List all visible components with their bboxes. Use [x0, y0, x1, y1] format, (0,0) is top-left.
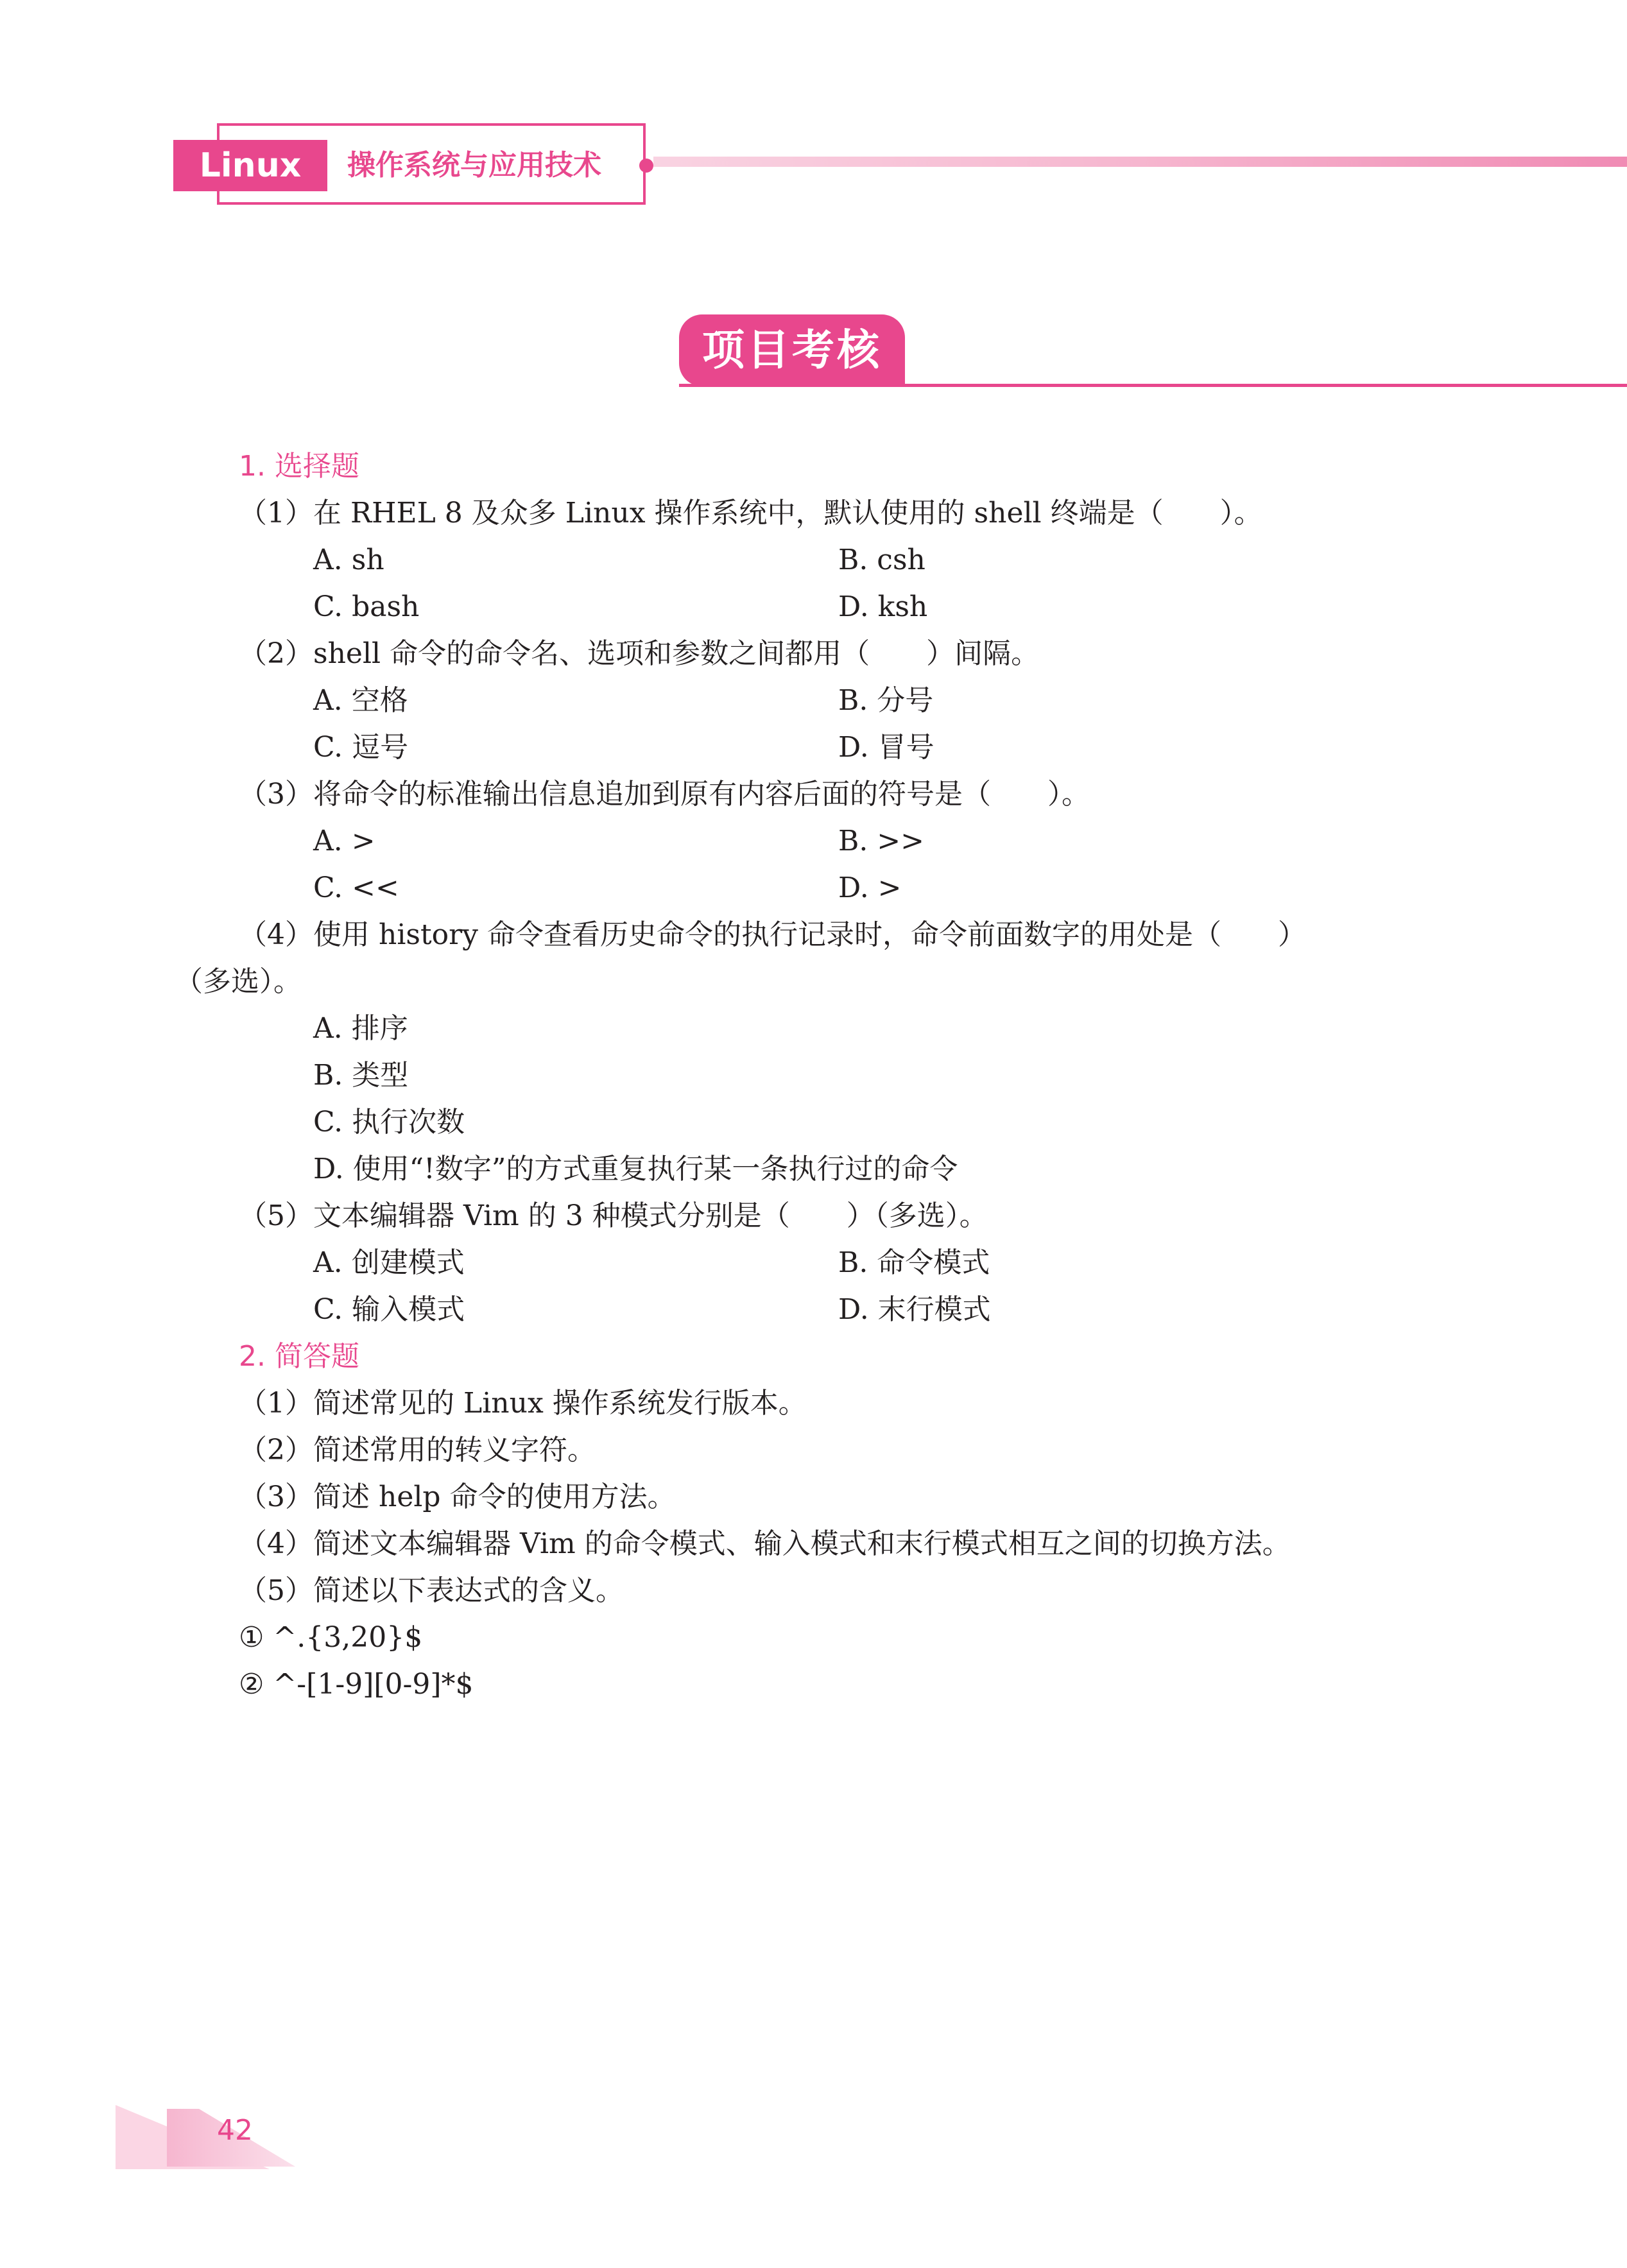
q3-option-c: C. << [313, 872, 399, 904]
q5-option-a: A. 创建模式 [313, 1246, 465, 1279]
part2-heading: 2. 简答题 [239, 1340, 359, 1373]
expression-2: ② ^-[1-9][0-9]*$ [239, 1668, 474, 1701]
q3-option-a: A. > [313, 825, 375, 857]
short-answer-item: （2）简述常用的转义字符。 [239, 1434, 596, 1466]
q4-option-c: C. 执行次数 [313, 1106, 465, 1138]
q2-option-a: A. 空格 [313, 684, 408, 717]
q5-option-d: D. 末行模式 [838, 1293, 991, 1326]
q4-stem-line1: （4）使用 history 命令查看历史命令的执行记录时，命令前面数字的用处是（ ） [239, 918, 1307, 951]
q1-option-d: D. ksh [838, 590, 928, 623]
expression-1: ① ^.{3,20}$ [239, 1621, 423, 1654]
q5-stem: （5）文本编辑器 Vim 的 3 种模式分别是（ ）（多选）。 [239, 1199, 988, 1232]
q4-stem-line2: （多选）。 [175, 965, 302, 998]
short-answer-item: （1）简述常见的 Linux 操作系统发行版本。 [239, 1387, 807, 1420]
q3-option-d: D. > [838, 872, 902, 904]
page-number: 42 [217, 2114, 253, 2147]
q1-option-a: A. sh [313, 544, 384, 576]
q5-option-c: C. 输入模式 [313, 1293, 465, 1326]
header-rule [653, 157, 1627, 167]
q2-option-c: C. 逗号 [313, 731, 409, 764]
q1-stem: （1）在 RHEL 8 及众多 Linux 操作系统中，默认使用的 shell 终端是（ ）。 [239, 497, 1262, 529]
q4-option-b: B. 类型 [313, 1059, 409, 1092]
q1-option-c: C. bash [313, 590, 420, 623]
section-title: 项目考核 [679, 314, 905, 386]
q3-stem: （3）将命令的标准输出信息追加到原有内容后面的符号是（ ）。 [239, 778, 1090, 811]
short-answer-item: （4）简述文本编辑器 Vim 的命令模式、输入模式和末行模式相互之间的切换方法。 [239, 1527, 1291, 1560]
q1-option-b: B. csh [838, 544, 925, 576]
part1-heading: 1. 选择题 [239, 450, 359, 483]
header-brand: Linux [173, 140, 327, 191]
q4-option-a: A. 排序 [313, 1012, 408, 1045]
header-dot [639, 159, 653, 173]
q5-option-b: B. 命令模式 [838, 1246, 990, 1279]
short-answer-item: （5）简述以下表达式的含义。 [239, 1574, 624, 1607]
q2-option-b: B. 分号 [838, 684, 934, 717]
section-title-rule [679, 384, 1627, 387]
q2-option-d: D. 冒号 [838, 731, 934, 764]
q3-option-b: B. >> [838, 825, 925, 857]
q4-option-d: D. 使用“!数字”的方式重复执行某一条执行过的命令 [313, 1153, 958, 1185]
header-book-title: 操作系统与应用技术 [343, 140, 605, 191]
q2-stem: （2）shell 命令的命令名、选项和参数之间都用（ ）间隔。 [239, 637, 1040, 670]
short-answer-item: （3）简述 help 命令的使用方法。 [239, 1481, 676, 1513]
